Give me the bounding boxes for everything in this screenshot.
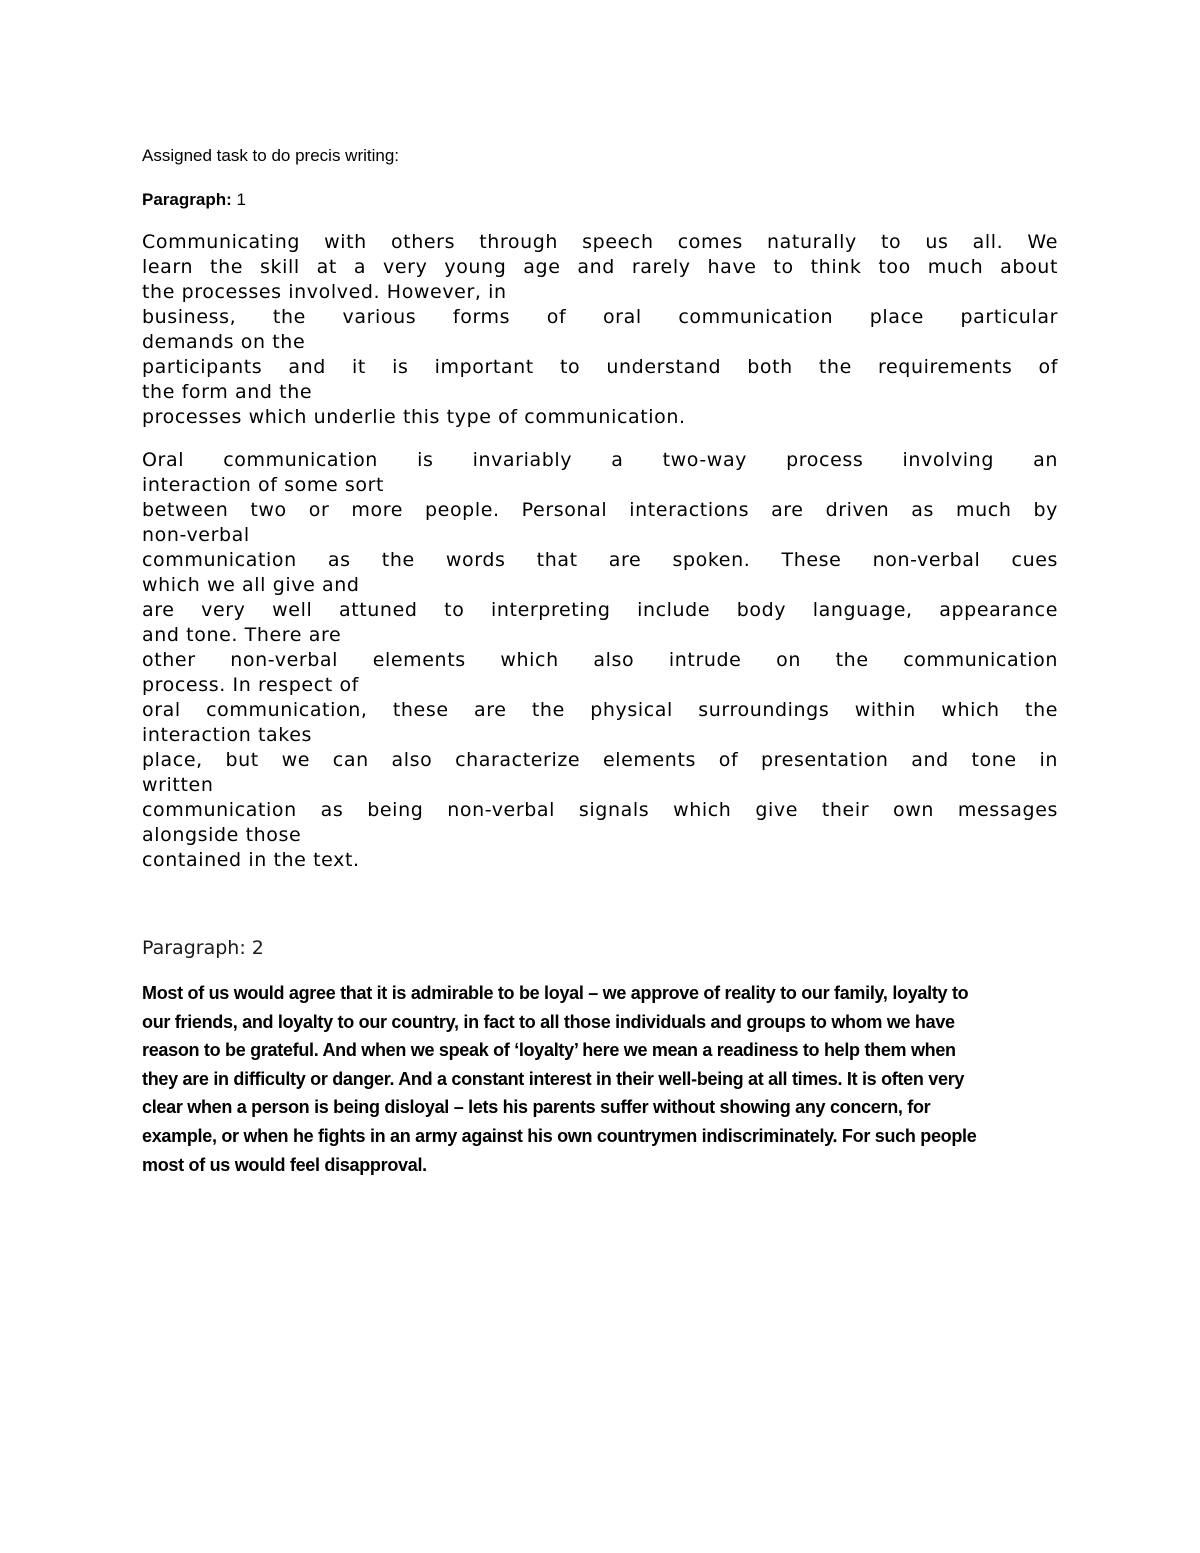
text-line: non-verbal: [142, 524, 250, 546]
text-line: most of us would feel disapproval.: [142, 1154, 427, 1175]
text-line: Oral communication is invariably a two-way process involving an: [142, 449, 1058, 471]
text-line: which we all give and: [142, 574, 360, 596]
text-line: the processes involved. However, in: [142, 281, 507, 303]
assignment-heading: Assigned task to do precis writing:: [142, 146, 400, 165]
text-line: reason to be grateful. And when we speak of ‘loyalty’ here we mean a readiness to help them when: [142, 1040, 956, 1061]
text-line: place, but we can also characterize elements of presentation and tone in: [142, 749, 1058, 771]
paragraph-2-label: Paragraph: 2: [142, 937, 264, 959]
text-line: Communicating with others through speech comes naturally to us all. We: [142, 231, 1058, 253]
text-line: interaction takes: [142, 724, 313, 746]
paragraph-2-body: [142, 979, 1058, 1179]
text-line: alongside those: [142, 824, 302, 846]
text-line: interaction of some sort: [142, 474, 385, 496]
text-line: written: [142, 774, 214, 796]
text-line: communication as the words that are spoken. These non-verbal cues: [142, 549, 1058, 571]
text-line: other non-verbal elements which also intrude on the communication: [142, 649, 1058, 671]
text-line: our friends, and loyalty to our country, in fact to all those individuals and groups to whom we have: [142, 1011, 955, 1032]
text-line: participants and it is important to understand both the requirements of: [142, 356, 1058, 378]
text-line: processes which underlie this type of communication.: [142, 406, 686, 428]
text-line: between two or more people. Personal interactions are driven as much by: [142, 499, 1058, 521]
paragraph-1-block-b: [142, 448, 1058, 873]
paragraph-1-label-text: Paragraph:: [142, 190, 232, 209]
text-line: communication as being non-verbal signals which give their own messages: [142, 799, 1058, 821]
text-line: Most of us would agree that it is admirable to be loyal – we approve of reality to our family, loyalty to: [142, 983, 969, 1003]
text-line: business, the various forms of oral communication place particular: [142, 306, 1058, 328]
paragraph-1-number: 1: [236, 190, 246, 209]
text-line: are very well attuned to interpreting include body language, appearance: [142, 599, 1058, 621]
paragraph-1-label: [142, 188, 246, 212]
text-line: and tone. There are: [142, 624, 342, 646]
paragraph-1-block-a: [142, 230, 1058, 430]
text-line: contained in the text.: [142, 849, 360, 871]
text-line: they are in difficulty or danger. And a constant interest in their well-being at all times. It is often very: [142, 1068, 965, 1089]
text-line: the form and the: [142, 381, 313, 403]
text-line: example, or when he fights in an army against his own countrymen indiscriminately. For such people: [142, 1125, 977, 1146]
text-line: learn the skill at a very young age and rarely have to think too much about: [142, 256, 1058, 278]
text-line: oral communication, these are the physical surroundings within which the: [142, 699, 1058, 721]
text-line: clear when a person is being disloyal – lets his parents suffer without showing any concern, for: [142, 1097, 931, 1118]
text-line: demands on the: [142, 331, 306, 353]
text-line: process. In respect of: [142, 674, 359, 696]
